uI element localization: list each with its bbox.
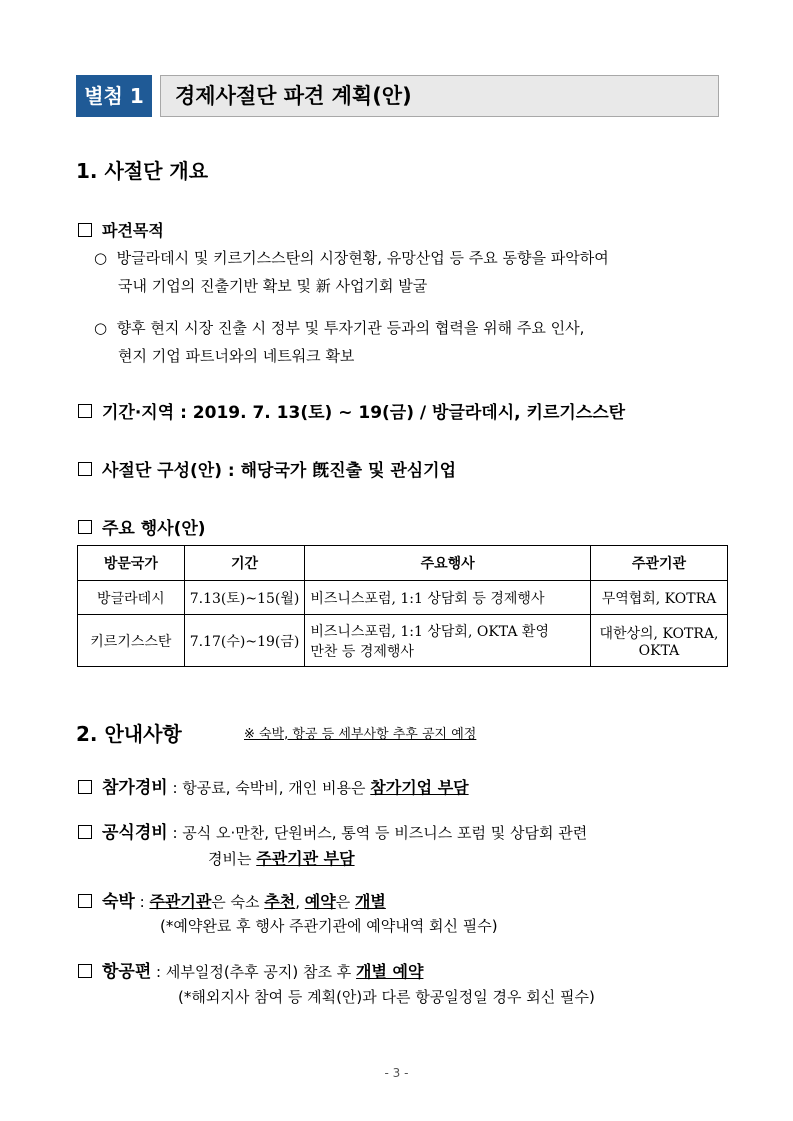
purpose-bullet-1-cont: 국내 기업의 진출기반 확보 및 新 사업기회 발굴 xyxy=(118,277,428,295)
section-1-title: 1. 사절단 개요 xyxy=(76,159,209,183)
table-header-cell: 주관기관 xyxy=(590,546,727,581)
checkbox-square-icon xyxy=(78,780,92,794)
lodging-line: 숙박 : 주관기관은 숙소 추천, 예약은 개별 xyxy=(78,887,386,912)
period-line: 기간·지역 : 2019. 7. 13(토) ~ 19(금) / 방글라데시, 키르기스스탄 xyxy=(78,398,625,423)
checkbox-square-icon xyxy=(78,462,92,476)
table-header-cell: 방문국가 xyxy=(78,546,185,581)
events-heading: 주요 행사(안) xyxy=(78,514,206,539)
events-table xyxy=(77,545,728,667)
table-row xyxy=(78,581,728,615)
checkbox-square-icon xyxy=(78,223,92,237)
official-line: 공식경비 : 공식 오·만찬, 단원버스, 통역 등 비즈니스 포럼 및 상담회 관련 xyxy=(78,818,587,843)
event-cell: 비즈니스포럼, 1:1 상담회, OKTA 환영 만찬 등 경제행사 xyxy=(305,615,591,667)
checkbox-square-icon xyxy=(78,825,92,839)
checkbox-square-icon xyxy=(78,894,92,908)
host-cell: 대한상의, KOTRA, OKTA xyxy=(590,615,727,667)
country-cell: 방글라데시 xyxy=(78,581,185,615)
checkbox-square-icon xyxy=(78,964,92,978)
document-title: 경제사절단 파견 계획(안) xyxy=(160,75,719,117)
purpose-bullet-1: ○ 방글라데시 및 키르기스스탄의 시장현황, 유망산업 등 주요 동향을 파악하여 xyxy=(94,249,609,267)
composition-line: 사절단 구성(안) : 해당국가 旣진출 및 관심기업 xyxy=(78,456,456,481)
host-cell: 무역협회, KOTRA xyxy=(590,581,727,615)
circle-bullet-icon: ○ xyxy=(94,249,108,267)
page-number: - 3 - xyxy=(384,1066,409,1080)
period-cell: 7.13(토)~15(월) xyxy=(184,581,305,615)
purpose-heading: 파견목적 xyxy=(78,218,164,241)
flight-line: 항공편 : 세부일정(추후 공지) 참조 후 개별 예약 xyxy=(78,957,423,982)
purpose-bullet-2-cont: 현지 기업 파트너와의 네트워크 확보 xyxy=(118,347,355,365)
event-cell: 비즈니스포럼, 1:1 상담회 등 경제행사 xyxy=(305,581,591,615)
purpose-bullet-2: ○ 향후 현지 시장 진출 시 정부 및 투자기관 등과의 협력을 위해 주요 인사, xyxy=(94,319,585,337)
table-header-cell: 기간 xyxy=(184,546,305,581)
circle-bullet-icon: ○ xyxy=(94,319,108,337)
period-cell: 7.17(수)~19(금) xyxy=(184,615,305,667)
checkbox-square-icon xyxy=(78,520,92,534)
table-header-row xyxy=(78,546,728,581)
table-header-cell: 주요행사 xyxy=(305,546,591,581)
official-line-cont: 경비는 주관기관 부담 xyxy=(208,849,355,868)
section-2-title: 2. 안내사항 xyxy=(76,722,182,746)
flight-note: (*해외지사 참여 등 계획(안)과 다른 항공일정일 경우 회신 필수) xyxy=(178,988,595,1006)
lodging-note: (*예약완료 후 행사 주관기관에 예약내역 회신 필수) xyxy=(160,917,498,935)
section-2-note: ※ 숙박, 항공 등 세부사항 추후 공지 예정 xyxy=(244,727,477,742)
fee-line: 참가경비 : 항공료, 숙박비, 개인 비용은 참가기업 부담 xyxy=(78,773,469,798)
table-row xyxy=(78,615,728,667)
checkbox-square-icon xyxy=(78,404,92,418)
country-cell: 키르기스스탄 xyxy=(78,615,185,667)
attachment-tag: 별첨 1 xyxy=(76,75,152,117)
